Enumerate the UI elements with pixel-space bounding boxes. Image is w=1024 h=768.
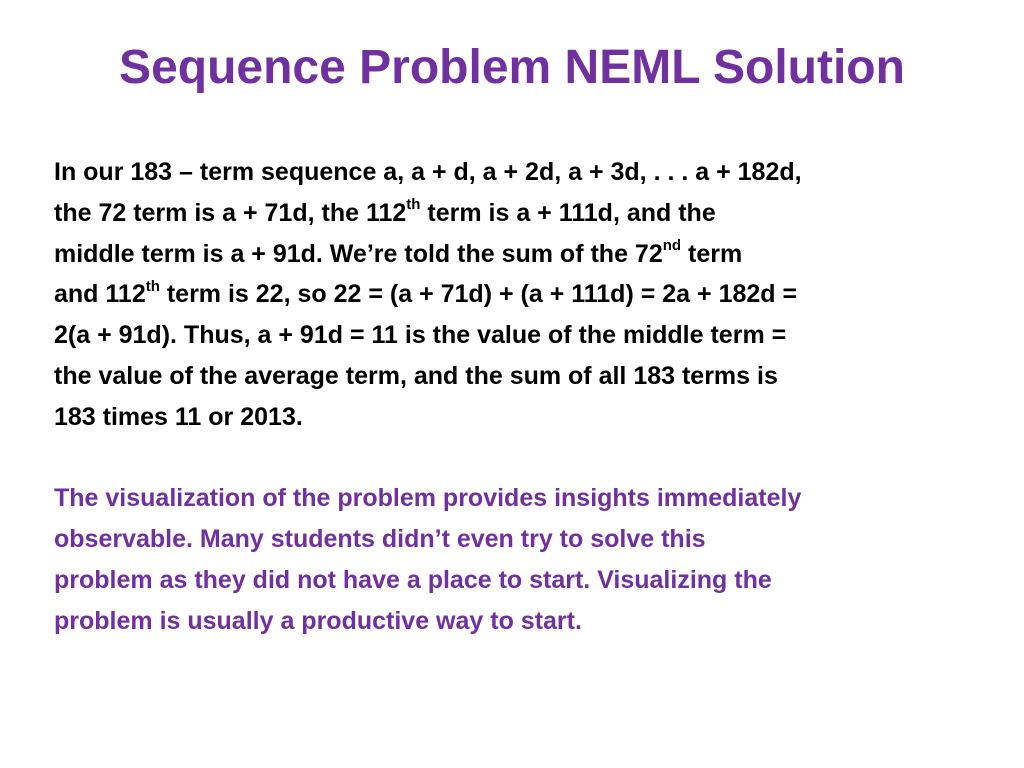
ordinal-suffix: nd — [662, 237, 682, 255]
slide-title: Sequence Problem NEML Solution — [119, 41, 905, 94]
slide-body — [54, 152, 954, 642]
solution-line — [54, 234, 954, 275]
solution-text: term is a + 111d, and the — [420, 198, 716, 227]
solution-text: the 72 term is a + 71d, the 112 — [54, 198, 407, 227]
insight-line: The visualization of the problem provides insights immediately — [54, 484, 802, 513]
solution-text: term is 22, so 22 = (a + 71d) + (a + 111d) = 2a + 182d = — [159, 280, 798, 309]
solution-text: 183 times 11 or 2013. — [54, 402, 303, 431]
solution-line — [54, 356, 954, 397]
insight-line: problem is usually a productive way to start. — [54, 606, 582, 635]
ordinal-suffix: th — [406, 196, 421, 214]
solution-paragraph — [54, 152, 954, 438]
insight-paragraph — [54, 478, 954, 641]
solution-text: 2(a + 91d). Thus, a + 91d = 11 is the value of the middle term = — [54, 321, 787, 350]
insight-line: problem as they did not have a place to start. Visualizing the — [54, 565, 772, 594]
solution-text: term — [681, 239, 743, 268]
solution-text: In our 183 – term sequence a, a + d, a + 2d, a + 3d, . . . a + 182d, — [54, 158, 802, 186]
solution-text: and 112 — [54, 280, 146, 309]
solution-line — [54, 315, 954, 356]
solution-line — [54, 152, 954, 193]
insight-line: observable. Many students didn’t even try to solve this — [54, 525, 706, 554]
solution-line — [54, 274, 954, 315]
solution-line — [54, 193, 954, 234]
solution-text: the value of the average term, and the sum of all 183 terms is — [54, 361, 778, 390]
solution-text: middle term is a + 91d. We’re told the sum of the 72 — [54, 239, 663, 268]
ordinal-suffix: th — [145, 278, 160, 296]
solution-line — [54, 397, 954, 438]
